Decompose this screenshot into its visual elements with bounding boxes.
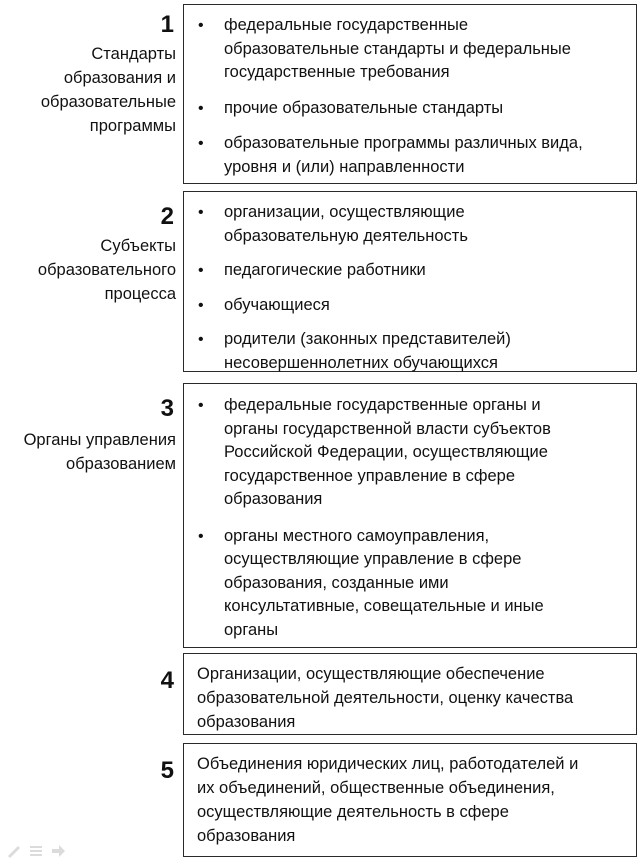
label-line: программы	[89, 117, 176, 135]
list-item	[184, 14, 636, 85]
bullet-icon: •	[198, 397, 204, 414]
item-line: родители (законных представителей)	[224, 330, 511, 348]
list-item	[184, 394, 636, 512]
item-line: образования, созданные ими	[224, 573, 449, 592]
text-line: Организации, осуществляющие обеспечение	[197, 665, 545, 683]
item-line: федеральные государственные органы и	[224, 396, 541, 414]
bullet-icon: •	[198, 296, 204, 314]
item-line: государственное управление в сфере	[224, 466, 516, 485]
item-line: педагогические работники	[224, 261, 426, 279]
bullet-icon: •	[198, 527, 204, 545]
item-line: обучающиеся	[224, 295, 330, 314]
label-line: Субъекты	[100, 237, 176, 255]
pen-icon[interactable]	[6, 844, 22, 863]
item-line: образовательные стандарты и федеральные	[224, 39, 571, 58]
bullet-icon: •	[198, 99, 204, 117]
slideshow-toolbar	[6, 844, 66, 863]
label-line: процесса	[104, 285, 176, 303]
item-line: органы местного самоуправления,	[224, 526, 490, 545]
list-item	[184, 259, 636, 283]
list-item	[184, 294, 636, 318]
item-line: прочие образовательные стандарты	[224, 98, 504, 117]
section-1-label	[0, 42, 176, 138]
section-4-text	[184, 654, 636, 734]
text-line: образования	[197, 713, 296, 731]
list-item	[184, 132, 636, 179]
item-line: консультативные, совещательные и иные	[224, 597, 544, 615]
section-4-number: 4	[160, 667, 174, 694]
bullet-icon: •	[198, 204, 204, 221]
text-line: осуществляющие деятельность в сфере	[197, 803, 509, 821]
section-3-list	[184, 394, 636, 642]
item-line: несовершеннолетних обучающихся	[224, 353, 498, 372]
section-5-box	[183, 743, 637, 857]
section-1-box	[183, 4, 637, 184]
section-4-box	[183, 653, 637, 735]
bullet-icon: •	[198, 17, 204, 34]
section-3-label	[0, 428, 176, 476]
section-5-text	[184, 744, 636, 848]
arrow-right-icon[interactable]	[50, 844, 66, 863]
item-line: организации, осуществляющие	[224, 203, 465, 221]
section-2-number: 2	[160, 203, 174, 230]
label-line: Органы управления	[23, 431, 176, 449]
text-line: Объединения юридических лиц, работодателей и	[197, 755, 579, 773]
label-line: Стандарты	[91, 45, 176, 63]
section-1-number: 1	[160, 11, 174, 38]
label-line: образовательные	[40, 93, 176, 111]
item-line: органы государственной власти субъектов	[224, 419, 551, 438]
section-2-list	[184, 201, 636, 375]
list-item	[184, 328, 636, 375]
item-line: государственные требования	[224, 63, 450, 81]
text-line: образовательной деятельности, оценку качества	[197, 689, 574, 707]
bullet-icon: •	[198, 331, 204, 348]
bullet-icon: •	[198, 135, 204, 152]
section-2-box	[183, 191, 637, 372]
item-line: образования	[224, 490, 323, 508]
text-line: образования	[197, 827, 296, 845]
item-line: уровня и (или) направленности	[224, 157, 465, 176]
section-1-list	[184, 14, 636, 179]
item-line: федеральные государственные	[224, 16, 469, 34]
list-item	[184, 525, 636, 643]
list-item	[184, 201, 636, 248]
bullet-icon: •	[198, 262, 204, 279]
section-2-label	[0, 234, 176, 306]
section-3-number: 3	[160, 395, 174, 422]
section-3-box	[183, 383, 637, 648]
label-line: образования и	[63, 69, 176, 87]
menu-icon[interactable]	[28, 844, 44, 863]
item-line: Российской Федерации, осуществляющие	[224, 443, 548, 461]
text-line: их объединений, общественные объединения,	[197, 779, 555, 797]
item-line: осуществляющие управление в сфере	[224, 550, 522, 568]
list-item	[184, 97, 636, 121]
item-line: органы	[224, 620, 279, 639]
label-line: образовательного	[37, 261, 176, 279]
item-line: образовательные программы различных вида,	[224, 134, 583, 152]
label-line: образованием	[66, 455, 176, 473]
section-5-number: 5	[160, 757, 174, 784]
item-line: образовательную деятельность	[224, 226, 468, 245]
